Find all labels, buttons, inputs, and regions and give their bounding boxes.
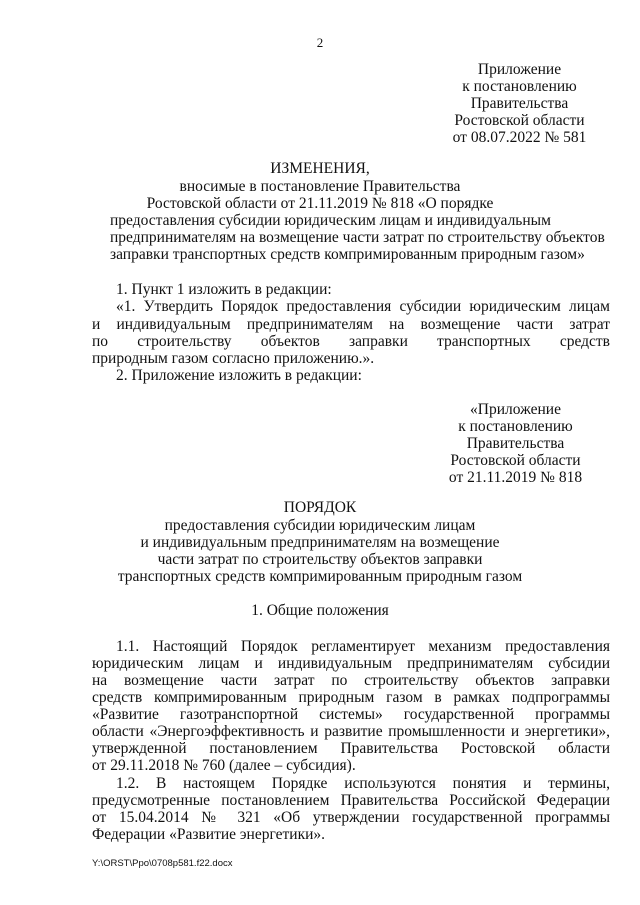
appendix-line: Ростовской области (454, 112, 585, 129)
subtitle-line: Ростовской области от 21.11.2019 № 818 «О порядке (146, 195, 494, 212)
subtitle-line: части затрат по строительству объектов заправки (157, 551, 483, 568)
paragraph-line: 1.2. В настоящем Порядке используются понятия и термины, (116, 775, 610, 792)
file-path-footer: Y:\ORST\Ppo\0708p581.f22.docx (92, 858, 233, 869)
page-number: 2 (316, 35, 324, 50)
appendix-quote (448, 401, 583, 486)
appendix-line: от 21.11.2019 № 818 (448, 469, 583, 486)
paragraph-line: Федерации «Развитие энергетики». (92, 826, 326, 843)
paragraph-line: предусмотренные постановлением Правительства Российской Федерации (92, 792, 610, 809)
item-1: 1. Пункт 1 изложить в редакции: (116, 281, 332, 298)
appendix-line: к постановлению (462, 78, 577, 95)
order-title: ПОРЯДОК (283, 499, 357, 516)
subtitle-line: транспортных средств компримированным природным газом (117, 568, 523, 585)
paragraph-line: от 29.11.2018 № 760 (далее – субсидия). (92, 757, 356, 774)
subtitle-line: предпринимателям на возмещение части затрат по строительству объектов (110, 229, 605, 246)
subtitle-line: заправки транспортных средств компримированным природным газом» (110, 246, 585, 263)
appendix-line: «Приложение (470, 401, 561, 418)
subtitle-line: вносимые в постановление Правительства (179, 178, 461, 195)
appendix-line: к постановлению (458, 418, 573, 435)
paragraph-line: на возмещение части затрат по строительству объектов заправки (92, 672, 610, 689)
paragraph-line: «Развитие газотранспортной системы» государственной программы (92, 706, 610, 723)
appendix-line: Ростовской области (450, 452, 581, 469)
paragraph-line: области «Энергоэффективность и развитие промышленности и энергетики», (92, 723, 610, 740)
paragraph-line: 1.1. Настоящий Порядок регламентирует механизм предоставления (116, 638, 610, 655)
appendix-header (452, 61, 587, 146)
appendix-line: Правительства (470, 95, 569, 112)
paragraph-line: от 15.04.2014 № 321 «Об утверждении государственной программы (92, 809, 610, 826)
quote-line: «1. Утвердить Порядок предоставления субсидии юридическим лицам (116, 298, 610, 315)
quote-line: природным газом согласно приложению.». (92, 350, 375, 367)
appendix-line: Приложение (477, 61, 562, 78)
changes-title: ИЗМЕНЕНИЯ, (270, 160, 370, 177)
paragraph-line: утвержденной постановлением Правительства Ростовской области (92, 740, 610, 757)
order-subtitle (110, 517, 530, 585)
subtitle-line: и индивидуальным предпринимателям на возмещение (140, 534, 500, 551)
paragraph-line: средств компримированным природным газом в рамках подпрограммы (92, 689, 610, 706)
subtitle-line: предоставления субсидии юридическим лицам (164, 517, 476, 534)
appendix-line: от 08.07.2022 № 581 (452, 129, 587, 146)
section-heading: 1. Общие положения (251, 602, 389, 619)
changes-subtitle (110, 178, 605, 263)
quote-line: по строительству объектов заправки транспортных средств (92, 333, 610, 350)
paragraph-line: юридическим лицам и индивидуальным предпринимателям субсидии (92, 655, 610, 672)
quote-line: и индивидуальным предпринимателям на возмещение части затрат (92, 316, 610, 333)
item-2: 2. Приложение изложить в редакции: (116, 367, 362, 384)
appendix-line: Правительства (466, 435, 565, 452)
subtitle-line: предоставления субсидии юридическим лицам и индивидуальным (110, 212, 551, 229)
